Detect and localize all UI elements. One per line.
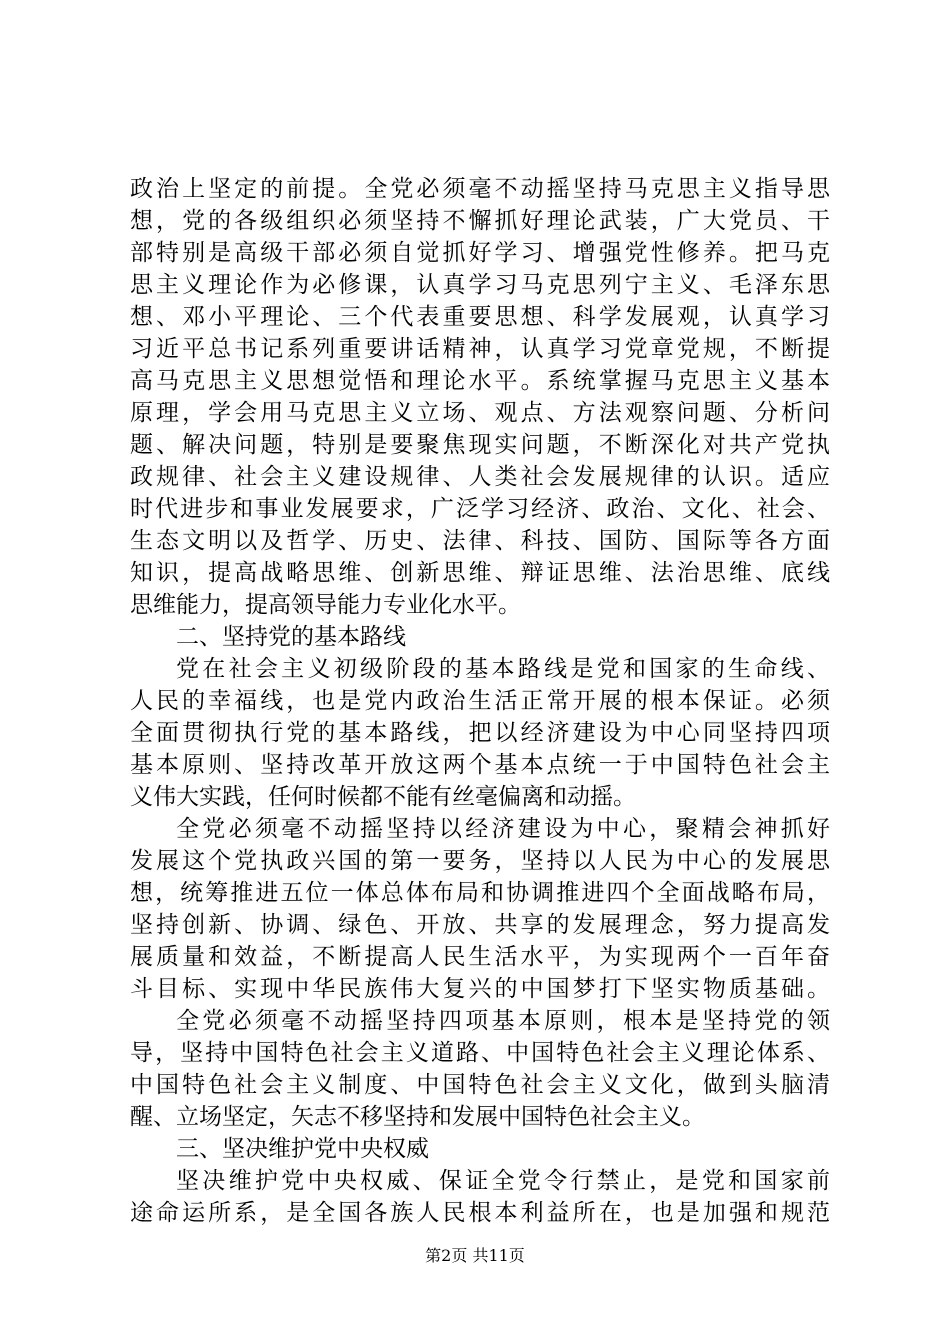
text-line: 途命运所系，是全国各族人民根本利益所在，也是加强和规范 — [130, 1200, 830, 1226]
text-line: 展质量和效益，不断提高人民生活水平，为实现两个一百年奋 — [130, 944, 830, 970]
text-line: 斗目标、实现中华民族伟大复兴的中国梦打下坚实物质基础。 — [130, 976, 830, 1002]
text-line: 人民的幸福线，也是党内政治生活正常开展的根本保证。必须 — [130, 688, 830, 714]
text-line: 思维能力，提高领导能力专业化水平。 — [130, 592, 521, 618]
text-line: 醒、立场坚定，矢志不移坚持和发展中国特色社会主义。 — [130, 1104, 705, 1130]
text-line: 全党必须毫不动摇坚持以经济建设为中心，聚精会神抓好 — [176, 816, 830, 842]
text-line: 想、邓小平理论、三个代表重要思想、科学发展观，认真学习 — [130, 304, 830, 330]
text-line: 三、坚决维护党中央权威 — [176, 1136, 429, 1162]
text-line: 坚决维护党中央权威、保证全党令行禁止，是党和国家前 — [176, 1168, 830, 1194]
text-line: 想，党的各级组织必须坚持不懈抓好理论武装，广大党员、干 — [130, 208, 830, 234]
text-line: 政规律、社会主义建设规律、人类社会发展规律的认识。适应 — [130, 464, 830, 490]
text-line: 高马克思主义思想觉悟和理论水平。系统掌握马克思主义基本 — [130, 368, 830, 394]
text-line: 全党必须毫不动摇坚持四项基本原则，根本是坚持党的领 — [176, 1008, 830, 1034]
text-line: 义伟大实践，任何时候都不能有丝毫偏离和动摇。 — [130, 784, 636, 810]
text-line: 政治上坚定的前提。全党必须毫不动摇坚持马克思主义指导思 — [130, 176, 830, 202]
text-line: 发展这个党执政兴国的第一要务，坚持以人民为中心的发展思 — [130, 848, 830, 874]
text-line: 生态文明以及哲学、历史、法律、科技、国防、国际等各方面 — [130, 528, 830, 554]
text-line: 题、解决问题，特别是要聚焦现实问题，不断深化对共产党执 — [130, 432, 830, 458]
text-line: 时代进步和事业发展要求，广泛学习经济、政治、文化、社会、 — [130, 496, 830, 522]
text-line: 基本原则、坚持改革开放这两个基本点统一于中国特色社会主 — [130, 752, 830, 778]
text-line: 坚持创新、协调、绿色、开放、共享的发展理念，努力提高发 — [130, 912, 830, 938]
text-line: 知识，提高战略思维、创新思维、辩证思维、法治思维、底线 — [130, 560, 830, 586]
page-number-footer: 第2页 共11页 — [425, 1246, 525, 1265]
text-line: 想，统筹推进五位一体总体布局和协调推进四个全面战略布局， — [130, 880, 830, 906]
text-line: 中国特色社会主义制度、中国特色社会主义文化，做到头脑清 — [130, 1072, 830, 1098]
text-line: 二、坚持党的基本路线 — [176, 624, 406, 650]
text-line: 思主义理论作为必修课，认真学习马克思列宁主义、毛泽东思 — [130, 272, 830, 298]
text-line: 导，坚持中国特色社会主义道路、中国特色社会主义理论体系、 — [130, 1040, 830, 1066]
text-line: 党在社会主义初级阶段的基本路线是党和国家的生命线、 — [176, 656, 830, 682]
document-body — [130, 173, 830, 1229]
text-line: 习近平总书记系列重要讲话精神，认真学习党章党规，不断提 — [130, 336, 830, 362]
text-line: 部特别是高级干部必须自觉抓好学习、增强党性修养。把马克 — [130, 240, 830, 266]
text-line: 原理，学会用马克思主义立场、观点、方法观察问题、分析问 — [130, 400, 830, 426]
text-line: 全面贯彻执行党的基本路线，把以经济建设为中心同坚持四项 — [130, 720, 830, 746]
